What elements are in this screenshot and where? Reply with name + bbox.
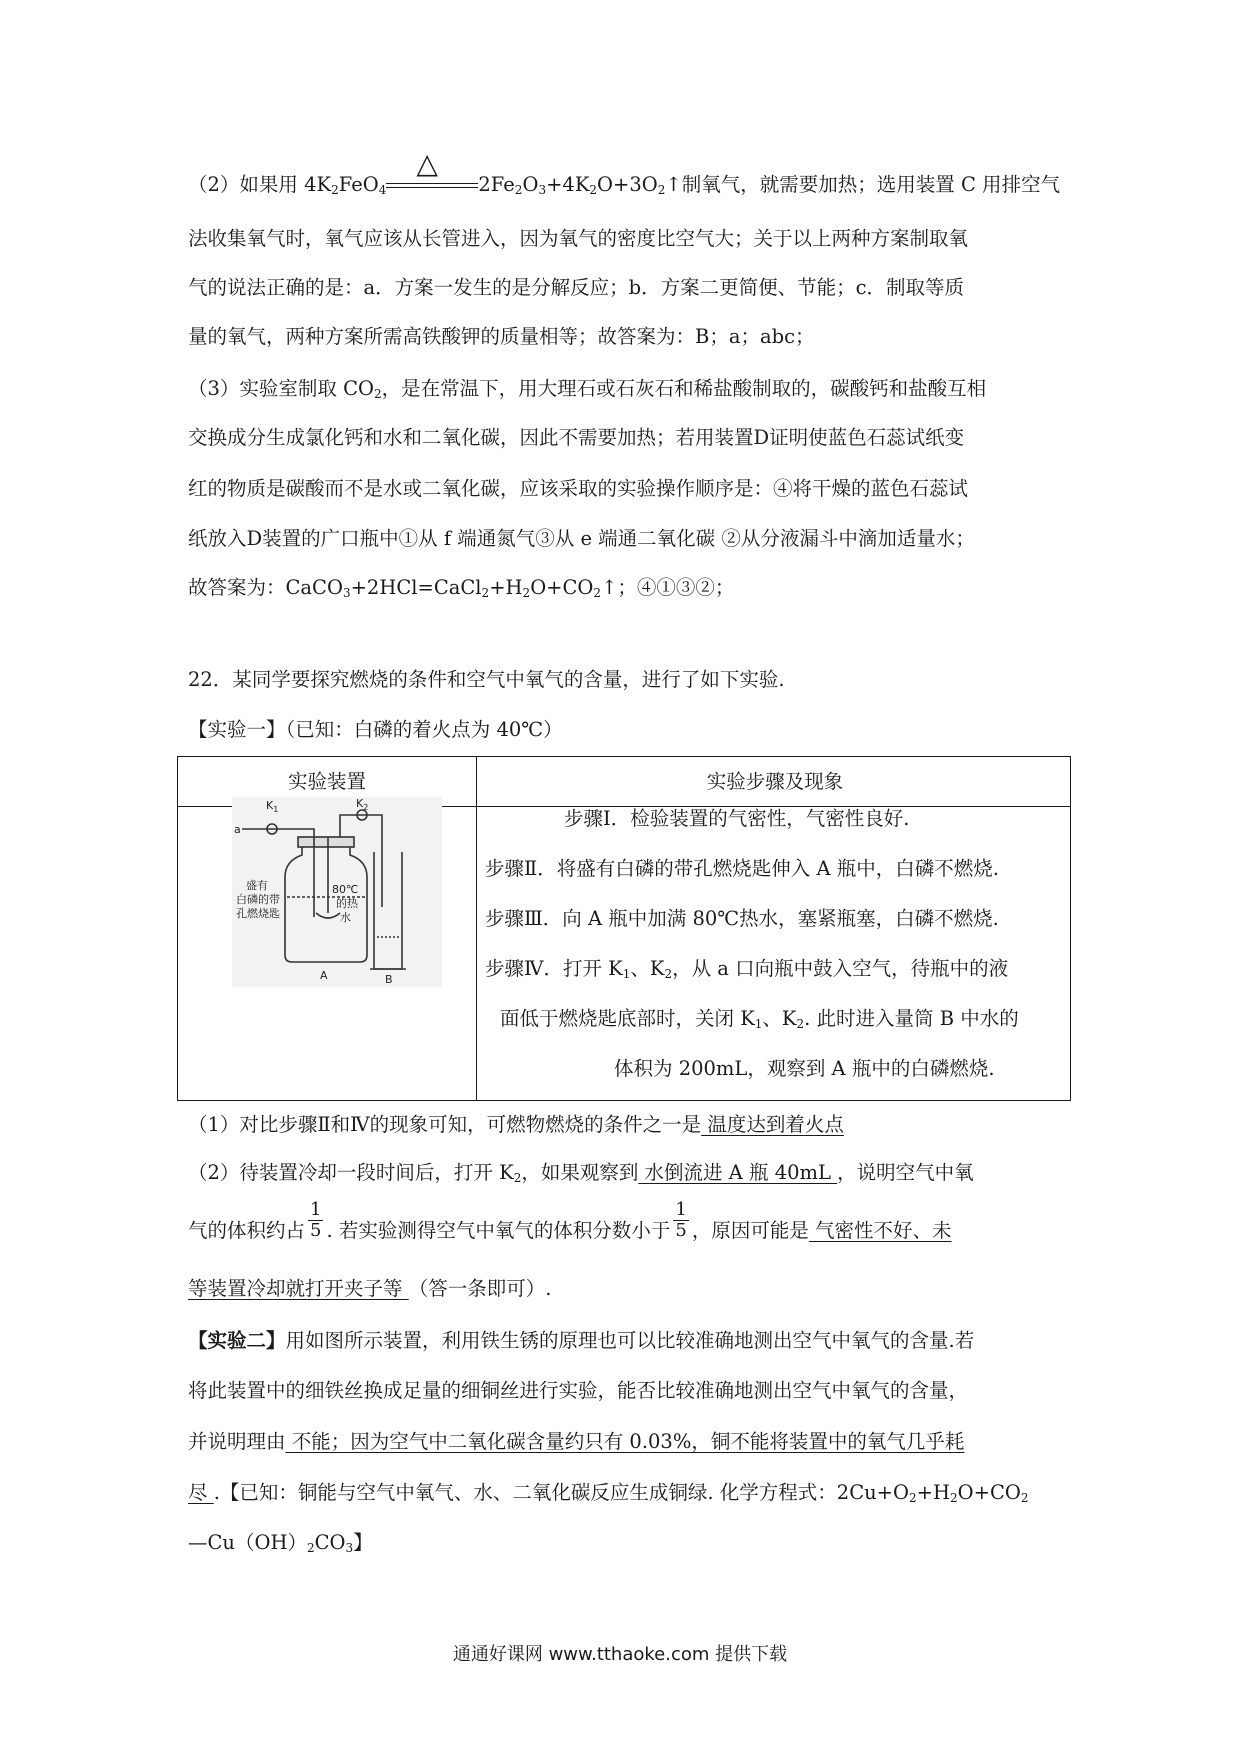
apparatus-figure bbox=[232, 797, 442, 987]
text: . 若实验测得空气中氧气的体积分数小于 bbox=[326, 1219, 671, 1242]
sub: 2 bbox=[950, 1491, 958, 1505]
text: ，原因可能是 bbox=[691, 1219, 809, 1242]
step-4 bbox=[485, 956, 1008, 982]
sub: 2 bbox=[593, 586, 602, 600]
label-spoon-1: 盛有 bbox=[246, 879, 268, 892]
label-bottle-a: A bbox=[320, 969, 328, 982]
text: 故答案为：CaCO bbox=[188, 576, 343, 599]
text: 】 bbox=[353, 1531, 373, 1554]
text: （2）待装置冷却一段时间后，打开 K bbox=[188, 1161, 514, 1184]
label-k1: $K_1$ bbox=[266, 799, 279, 814]
experiment-2-line-3 bbox=[188, 1429, 1058, 1455]
text: . 此时进入量筒 B 中水的 bbox=[804, 1007, 1019, 1030]
p3-line-3: 红的物质是碳酸而不是水或二氧化碳，应该采取的实验操作顺序是：④将干燥的蓝色石蕊试 bbox=[188, 477, 969, 500]
answer-3-blank-cont: 等装置冷却就打开夹子等 bbox=[188, 1277, 409, 1300]
label-water-1: 80℃ bbox=[332, 883, 359, 896]
label-water-3: 水 bbox=[340, 911, 351, 924]
answer-2 bbox=[188, 1160, 1058, 1186]
step-3: 步骤Ⅲ．向 A 瓶中加满 80℃热水，塞紧瓶塞，白磷不燃烧. bbox=[485, 907, 999, 930]
text: —Cu（OH） bbox=[188, 1531, 307, 1554]
text: 步骤Ⅳ．打开 K bbox=[485, 957, 623, 980]
text: ，说明空气中氧 bbox=[837, 1161, 974, 1184]
sub: 4 bbox=[378, 183, 387, 197]
text: O bbox=[522, 173, 539, 196]
p3-line-2: 交换成分生成氯化钙和水和二氧化碳，因此不需要加热；若用装置D证明使蓝色石蕊试纸变 bbox=[188, 426, 965, 449]
experiment-2-answer: 不能；因为空气中二氧化碳含量约只有 0.03%，铜不能将装置中的氧气几乎耗 bbox=[285, 1430, 965, 1453]
sub: 3 bbox=[538, 183, 547, 197]
fraction-one-fifth: $\frac{1}{5}$ bbox=[310, 1199, 322, 1241]
reaction-condition bbox=[386, 147, 478, 198]
sub: 3 bbox=[345, 1541, 354, 1555]
text: ↑制氧气，就需要加热；选用装置 C 用排空气 bbox=[665, 173, 1061, 196]
text: 、K bbox=[630, 957, 665, 980]
step-4-result: 体积为 200mL，观察到 A 瓶中的白磷燃烧. bbox=[614, 1057, 995, 1080]
p2-line-4: 量的氧气，两种方案所需高铁酸钾的质量相等；故答案为：B；a；abc； bbox=[188, 325, 815, 348]
sub: 2 bbox=[513, 1171, 522, 1185]
fraction-one-fifth: $\frac{1}{5}$ bbox=[675, 1199, 687, 1241]
text: 用如图所示装置，利用铁生锈的原理也可以比较准确地测出空气中氧气的含量.若 bbox=[285, 1329, 975, 1352]
text: .【已知：铜能与空气中氧气、水、二氧化碳反应生成铜绿. 化学方程式：2Cu+O bbox=[213, 1481, 910, 1504]
experiment-2-answer-cont: 尽 bbox=[188, 1481, 214, 1504]
experiment-2-line-5 bbox=[188, 1530, 1058, 1556]
header-steps: 实验步骤及现象 bbox=[706, 770, 844, 793]
page-footer: 通通好课网 www.tthaoke.com 提供下载 bbox=[452, 1644, 788, 1665]
text: +H bbox=[916, 1481, 951, 1504]
sub: 2 bbox=[1020, 1491, 1029, 1505]
p2-line-3: 气的说法正确的是：a．方案一发生的是分解反应；b．方案二更简便、节能；c．制取等质 bbox=[188, 276, 965, 299]
sub: 2 bbox=[909, 1491, 917, 1505]
text: ↑；④①③②； bbox=[601, 576, 735, 599]
experiment-2-line-2: 将此装置中的细铁丝换成足量的细铜丝进行实验，能否比较准确地测出空气中氧气的含量， bbox=[188, 1379, 969, 1402]
sub: 2 bbox=[331, 183, 339, 197]
p2-line-2: 法收集氧气时，氧气应该从长管进入，因为氧气的密度比空气大；关于以上两种方案制取氧 bbox=[188, 227, 969, 250]
sub: 2 bbox=[796, 1017, 805, 1031]
label-spoon-3: 孔燃烧匙 bbox=[236, 907, 280, 920]
label-a: a bbox=[234, 823, 241, 836]
sub: 2 bbox=[589, 183, 598, 197]
answer-1-blank: 温度达到着火点 bbox=[701, 1113, 844, 1136]
p3-line-4: 纸放入D装置的广口瓶中①从 f 端通氮气③从 e 端通二氧化碳 ②从分液漏斗中滴加适量水； bbox=[188, 527, 975, 550]
sub: 2 bbox=[374, 387, 382, 401]
experiment-1-heading: 【实验一】（已知：白磷的着火点为 40℃） bbox=[188, 718, 563, 741]
sub: 2 bbox=[481, 586, 490, 600]
text: ，如果观察到 bbox=[521, 1161, 639, 1184]
sub: 1 bbox=[622, 967, 631, 981]
experiment-2-line-4 bbox=[188, 1480, 1058, 1506]
text: （2）如果用 4K bbox=[188, 173, 332, 196]
text: O+CO bbox=[957, 1481, 1021, 1504]
sub: 2 bbox=[664, 967, 673, 981]
text: ，是在常温下，用大理石或石灰石和稀盐酸制取的，碳酸钙和盐酸互相 bbox=[381, 377, 987, 400]
text: CO bbox=[314, 1531, 346, 1554]
step-2: 步骤Ⅱ．将盛有白磷的带孔燃烧匙伸入 A 瓶中，白磷不燃烧. bbox=[485, 857, 999, 880]
text: +H bbox=[489, 576, 523, 599]
text: 气的体积约占 bbox=[188, 1219, 306, 1242]
heat-symbol: △ bbox=[416, 147, 438, 180]
step-4-cont bbox=[500, 1006, 1019, 1032]
text: （3）实验室制取 CO bbox=[188, 377, 375, 400]
answer-2-cont bbox=[188, 1199, 1058, 1244]
p2-line-1 bbox=[188, 147, 1061, 198]
label-water-2: 的热 bbox=[336, 897, 358, 910]
text: ，从 a 口向瓶中鼓入空气，待瓶中的液 bbox=[672, 957, 1009, 980]
sub: 3 bbox=[342, 586, 351, 600]
label-cylinder-b: B bbox=[385, 973, 393, 986]
text: +4K bbox=[546, 173, 590, 196]
text: 、K bbox=[762, 1007, 797, 1030]
answer-1 bbox=[188, 1112, 1058, 1138]
p3-line-5 bbox=[188, 575, 1058, 601]
label-k2: $K_2$ bbox=[356, 797, 369, 812]
sub: 1 bbox=[754, 1017, 763, 1031]
text: 面低于燃烧匙底部时，关闭 K bbox=[500, 1007, 755, 1030]
step-1: 步骤Ⅰ．检验装置的气密性，气密性良好. bbox=[564, 807, 910, 830]
sub: 2 bbox=[306, 1541, 315, 1555]
question-title: 22．某同学要探究燃烧的条件和空气中氧气的含量，进行了如下实验. bbox=[188, 668, 785, 691]
text: 并说明理由 bbox=[188, 1430, 286, 1453]
text: （1）对比步骤Ⅱ和Ⅳ的现象可知，可燃物燃烧的条件之一是 bbox=[188, 1113, 702, 1136]
header-apparatus: 实验装置 bbox=[287, 770, 366, 793]
experiment-2-heading: 【实验二】 bbox=[188, 1329, 286, 1352]
p3-line-1 bbox=[188, 376, 1058, 402]
label-spoon-2: 白磷的带 bbox=[236, 893, 280, 906]
text: FeO bbox=[338, 173, 379, 196]
answer-2-end bbox=[188, 1276, 1058, 1302]
text: （答一条即可）. bbox=[408, 1277, 552, 1300]
answer-2-blank: 水倒流进 A 瓶 40mL bbox=[638, 1161, 838, 1184]
text: 2Fe bbox=[478, 173, 515, 196]
sub: 2 bbox=[522, 586, 531, 600]
text: O+3O bbox=[597, 173, 658, 196]
answer-3-blank: 气密性不好、未 bbox=[808, 1219, 952, 1242]
experiment-2-line-1 bbox=[188, 1328, 1058, 1354]
sub: 2 bbox=[514, 183, 523, 197]
sub: 2 bbox=[657, 183, 666, 197]
text: O+CO bbox=[530, 576, 594, 599]
text: +2HCl=CaCl bbox=[350, 576, 482, 599]
